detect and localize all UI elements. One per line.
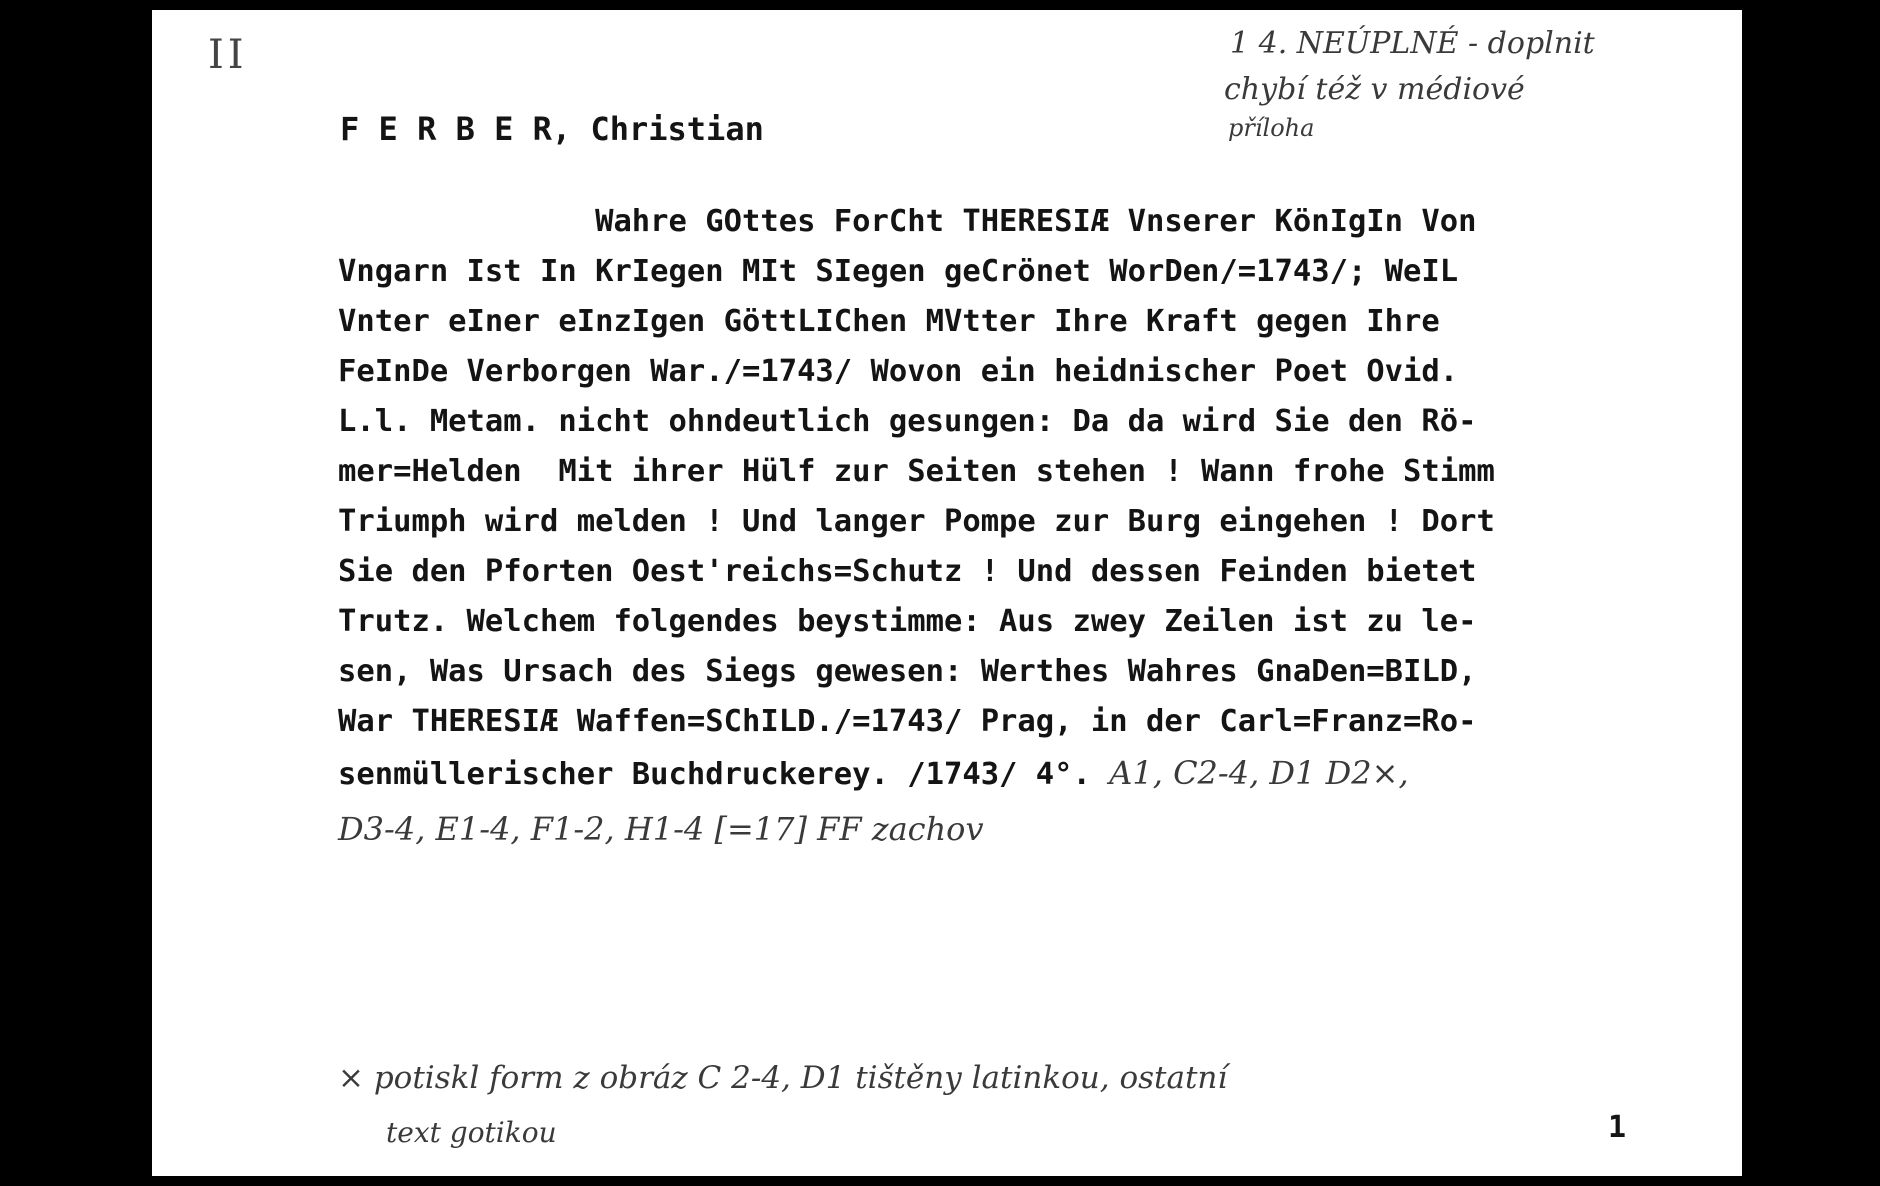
page-number: 1 — [1608, 1110, 1627, 1145]
top-handwritten-note-line-2: chybí též v médiové — [1224, 72, 1525, 107]
body-line: Trutz. Welchem folgendes beystimme: Aus zwey Zeilen ist zu le- — [338, 604, 1477, 639]
author-surname: F E R B E R, — [340, 110, 572, 148]
body-line: mer=Helden Mit ihrer Hülf zur Seiten stehen ! Wann frohe Stimm — [338, 454, 1495, 489]
corner-mark: II — [208, 32, 248, 78]
body-line-last — [338, 754, 1409, 792]
author-heading — [340, 110, 764, 148]
body-line: Triumph wird melden ! Und langer Pompe zur Burg eingehen ! Dort — [338, 504, 1495, 539]
body-line: sen, Was Ursach des Siegs gewesen: Werthes Wahres GnaDen=BILD, — [338, 654, 1477, 689]
top-handwritten-note-line-1: 1 4. NEÚPLNÉ - doplnit — [1230, 26, 1595, 61]
body-line: War THERESIÆ Waffen=SChILD./=1743/ Prag, in der Carl=Franz=Ro- — [338, 704, 1477, 739]
bottom-handwritten-note-line-2: text gotikou — [386, 1116, 557, 1149]
body-line: Sie den Pforten Oest'reichs=Schutz ! Und dessen Feinden bietet — [338, 554, 1477, 589]
last-typed-line: senmüllerischer Buchdruckerey. /1743/ 4°. — [338, 757, 1091, 792]
catalog-card — [152, 10, 1742, 1176]
body-line: L.l. Metam. nicht ohndeutlich gesungen: Da da wird Sie den Rö- — [338, 404, 1477, 439]
body-line: FeInDe Verborgen War./=1743/ Wovon ein heidnischer Poet Ovid. — [338, 354, 1459, 389]
handwritten-collation-line-2: D3-4, E1-4, F1-2, H1-4 [=17] FF zachov — [338, 810, 984, 848]
top-handwritten-note-line-3: příloha — [1228, 114, 1315, 142]
body-line: Wahre GOttes ForCht THERESIÆ Vnserer KönIgIn Von — [338, 204, 1477, 239]
body-line: Vngarn Ist In KrIegen MIt SIegen geCrönet WorDen/=1743/; WeIL — [338, 254, 1459, 289]
bottom-handwritten-note-line-1: × potiskl form z obráz C 2-4, D1 tištěny latinkou, ostatní — [338, 1060, 1228, 1096]
body-line: Vnter eIner eInzIgen GöttLIChen MVtter Ihre Kraft gegen Ihre — [338, 304, 1440, 339]
author-given-name: Christian — [590, 110, 764, 148]
inline-handwritten-collation: A1, C2-4, D1 D2×, — [1109, 754, 1409, 792]
